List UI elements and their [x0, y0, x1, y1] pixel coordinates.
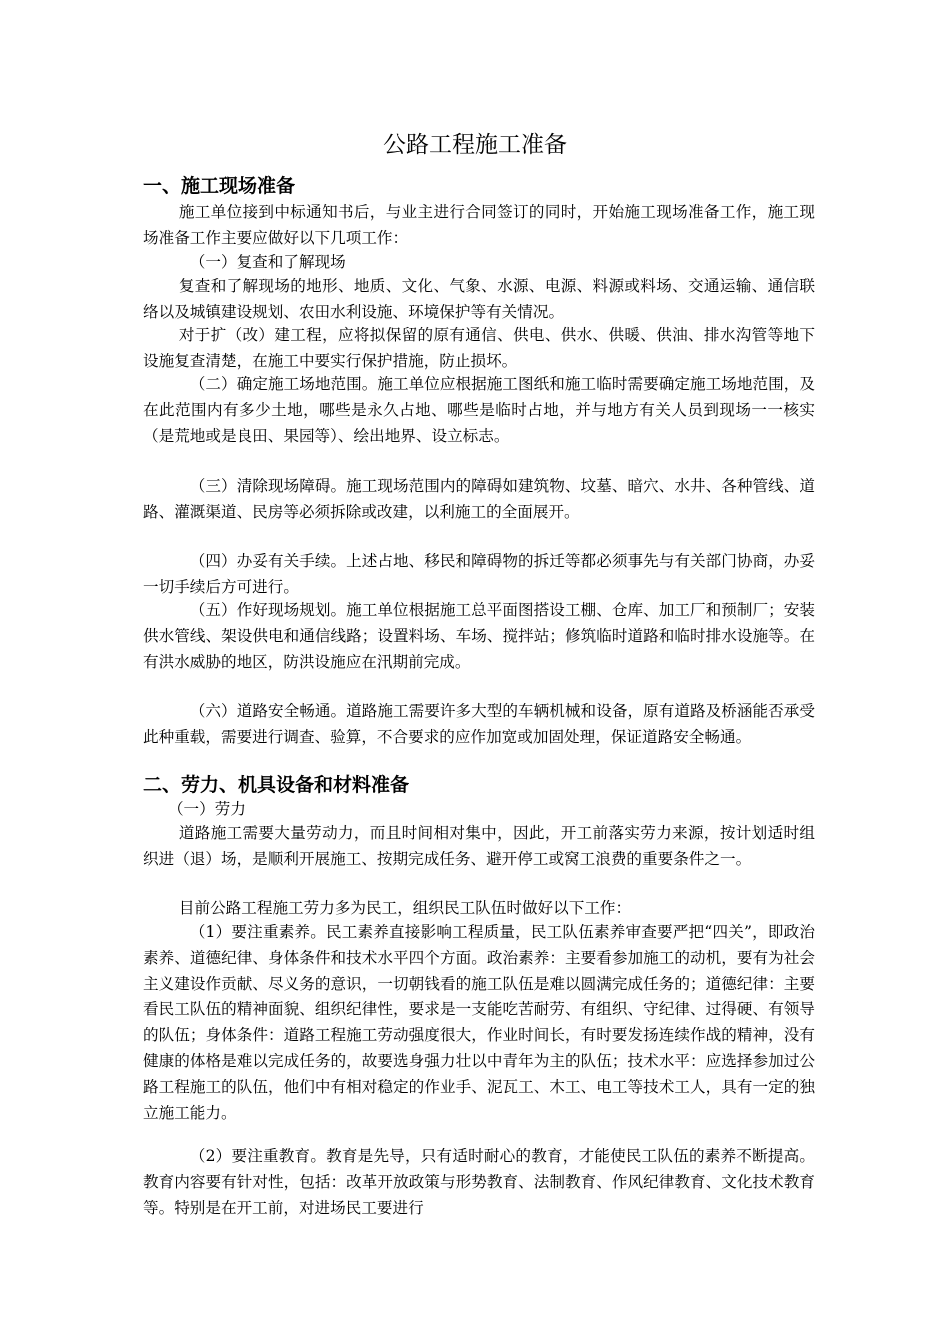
- paragraph: （四）办妥有关手续。上述占地、移民和障碍物的拆迁等都必须事先与有关部门协商，办妥一切手续后方可进行。: [143, 552, 815, 596]
- paragraph: 道路施工需要大量劳动力，而且时间相对集中，因此，开工前落实劳力来源，按计划适时组织进（退）场，是顺利开展施工、按期完成任务、避开停工或窝工浪费的重要条件之一。: [143, 824, 815, 868]
- paragraph: （六）道路安全畅通。道路施工需要许多大型的车辆机械和设备，原有道路及桥涵能否承受此种重载，需要进行调查、验算，不合要求的应作加宽或加固处理，保证道路安全畅通。: [143, 702, 815, 746]
- section-heading-2: 二、劳力、机具设备和材料准备: [143, 774, 410, 796]
- paragraph: （五）作好现场规划。施工单位根据施工总平面图搭设工棚、仓库、加工厂和预制厂；安装供水管线、架设供电和通信线路；设置料场、车场、搅拌站；修筑临时道路和临时排水设施等。在有洪水威胁的地区，防洪设施应在汛期前完成。: [143, 601, 815, 671]
- paragraph: 施工单位接到中标通知书后，与业主进行合同签订的同时，开始施工现场准备工作，施工现场准备工作主要应做好以下几项工作：: [143, 203, 815, 247]
- paragraph: 目前公路工程施工劳力多为民工，组织民工队伍时做好以下工作：: [178, 899, 632, 917]
- paragraph: （二）确定施工场地范围。施工单位应根据施工图纸和施工临时需要确定施工场地范围，及在此范围内有多少土地，哪些是永久占地、哪些是临时占地，并与地方有关人员到现场一一核实（是荒地或是良田、果园等）、绘出地界、设立标志。: [143, 375, 815, 445]
- paragraph: 复查和了解现场的地形、地质、文化、气象、水源、电源、料源或料场、交通运输、通信联络以及城镇建设规划、农田水利设施、环境保护等有关情况。: [143, 277, 815, 321]
- document-title: 公路工程施工准备: [383, 132, 567, 158]
- paragraph: （2）要注重教育。教育是先导，只有适时耐心的教育，才能使民工队伍的素养不断提高。教育内容要有针对性，包括：改革开放政策与形势教育、法制教育、作风纪律教育、文化技术教育等。特别是在开工前，对进场民工要进行: [143, 1147, 815, 1217]
- subheading: （一）劳力: [167, 800, 246, 818]
- paragraph: （三）清除现场障碍。施工现场范围内的障碍如建筑物、坟墓、暗穴、水井、各种管线、道路、灌溉渠道、民房等必须拆除或改建，以利施工的全面展开。: [143, 477, 815, 521]
- paragraph: 对于扩（改）建工程，应将拟保留的原有通信、供电、供水、供暖、供油、排水沟管等地下设施复查清楚，在施工中要实行保护措施，防止损坏。: [143, 326, 815, 370]
- paragraph: （1）要注重素养。民工素养直接影响工程质量，民工队伍素养审查要严把“四关”，即政治素养、道德纪律、身体条件和技术水平四个方面。政治素养：主要看参加施工的动机，要有为社会主义建设作贡献、尽义务的意识，一切朝钱看的施工队伍是难以圆满完成任务的；道德纪律：主要看民工队伍的精神面貌、组织纪律性，要求是一支能吃苦耐劳、有组织、守纪律、过得硬、有领导的队伍；身体条件：道路工程施工劳动强度很大，作业时间长，有时要发扬连续作战的精神，没有健康的体格是难以完成任务的，故要选身强力壮以中青年为主的队伍；技术水平：应选择参加过公路工程施工的队伍，他们中有相对稳定的作业手、泥瓦工、木工、电工等技术工人，具有一定的独立施工能力。: [143, 923, 815, 1122]
- subheading: （一）复查和了解现场: [189, 253, 346, 271]
- section-heading-1: 一、施工现场准备: [143, 175, 296, 197]
